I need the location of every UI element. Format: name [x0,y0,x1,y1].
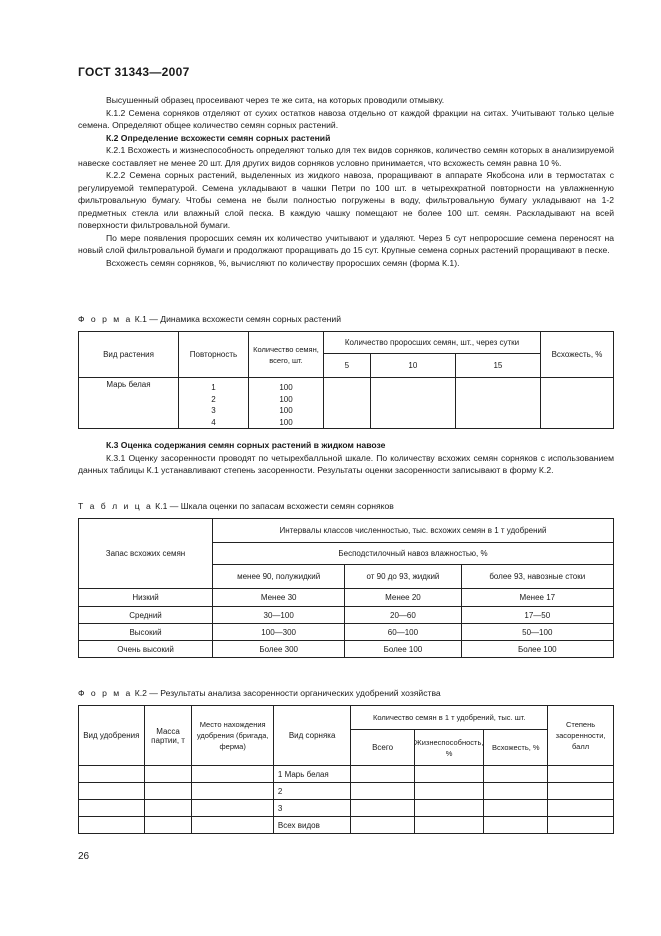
paragraph: К.3.1 Оценку засоренности проводят по четырехбалльной шкале. По количеству всхожих семян сорняков с использованием данных таблицы К.1 устанавливают степень засоренности. Результаты оценки засоренности записывают в форму К.2. [78,452,614,475]
col-degree: Степень засоренности, балл [548,706,614,766]
col-day15: 15 [455,354,540,378]
col-intervals: Интервалы классов численностью, тыс. всхожих семян в 1 т удобрений [213,519,614,543]
table-row: 1 Марь белая [79,766,614,783]
form2-table [78,705,614,834]
col-stock: Запас всхожих семян [79,519,213,589]
counts-cell: 100 100 100 100 [249,378,324,429]
form1-table [78,331,614,429]
col-weed: Вид сорняка [273,706,350,766]
col-germination: Всхожесть, % [541,332,614,378]
document-header: ГОСТ 31343—2007 [78,65,190,79]
paragraph: К.1.2 Семена сорняков отделяют от сухих остатков навоза отдельно от каждой фракции на ситах. Учитывают только целые семена. Определяют общее количество семян сорных растений. [78,107,614,130]
table-row: Всех видов [79,817,614,834]
section-heading: К.2 Определение всхожести семян сорных растений [106,132,331,143]
col-seeds: Количество семян в 1 т удобрений, тыс. шт. [351,706,548,730]
col-total: Всего [351,730,414,766]
col-repetition: Повторность [179,332,249,378]
empty-cell [370,378,455,429]
table-row: Средний 30—100 20—60 17—50 [79,607,614,624]
col-species: Вид растения [79,332,179,378]
paragraph: К.2.1 Всхожесть и жизнеспособность определяют только для тех видов сорняков, количество семян которых в анализируемой навеске составляет не менее 20 шт. Для других видов сорняков условно принимается, что всхожесть семян равна 10 %. [78,145,614,168]
paragraph: По мере появления проросших семян их количество учитывают и удаляют. Через 5 сут непроросшие семена переносят на новый слой фильтровальной бумаги и продолжают проращивать до 15 сут. Крупные семена сорных растений проращивают в песке. [78,232,614,255]
col-viability: Жизнеспособность, % [414,730,484,766]
empty-cell [324,378,371,429]
table1-caption: Т а б л и ц а К.1 — Шкала оценки по запасам всхожести семян сорняков [78,501,394,511]
repetitions-cell: 1 2 3 4 [179,378,249,429]
col-place: Место нахождения удобрения (бригада, ферма) [192,706,274,766]
section-k3 [78,439,614,477]
table-row: Очень высокий Более 300 Более 100 Более 100 [79,641,614,658]
col-germination: Всхожесть, % [484,730,548,766]
form2-caption: Ф о р м а К.2 — Результаты анализа засоренности органических удобрений хозяйства [78,688,441,698]
species-cell: Марь белая [79,378,179,429]
page-number: 26 [78,851,90,862]
col-manure: Бесподстилочный навоз влажностью, % [213,543,614,565]
table-row: Низкий Менее 30 Менее 20 Менее 17 [79,589,614,607]
col-liquid: от 90 до 93, жидкий [345,565,461,589]
table1 [78,518,614,658]
paragraph: К.2.2 Семена сорных растений, выделенных из жидкого навоза, проращивают в аппарате Якобсона или в термостатах с регулируемой температурой. Семена укладывают в чашки Петри по 100 шт. в четырехкратной повторности на увлажненную фильтровальную бумагу. Чтобы семена не были полностью погружены в воду, фильтровальную бумагу укладывают на 1-2 предметных стекла или влажный слой песка. В каждую чашку помещают не более 100 шт. семян. Раскладывают на всей поверхности фильтровальной бумаги. [78,170,614,230]
col-mass: Масса партии, т [144,706,192,766]
col-semiliquid: менее 90, полужидкий [213,565,345,589]
empty-cell [541,378,614,429]
paragraph: Всхожесть семян сорняков, %, вычисляют по количеству проросших семян (форма К.1). [106,257,460,268]
col-fertilizer: Вид удобрения [79,706,145,766]
table-row: 3 [79,800,614,817]
section-heading: К.3 Оценка содержания семян сорных растений в жидком навозе [106,440,386,450]
paragraph: Высушенный образец просеивают через те же сита, на которых проводили отмывку. [106,95,445,105]
col-day10: 10 [370,354,455,378]
table-row: 2 [79,783,614,800]
intro-text [78,94,614,269]
empty-cell [455,378,540,429]
col-sprouted: Количество проросших семян, шт., через сутки [324,332,541,354]
col-count: Количество семян, всего, шт. [249,332,324,378]
form1-caption: Ф о р м а К.1 — Динамика всхожести семян сорных растений [78,314,341,324]
col-effluent: более 93, навозные стоки [461,565,613,589]
table-row: Высокий 100—300 60—100 50—100 [79,624,614,641]
col-day5: 5 [324,354,371,378]
